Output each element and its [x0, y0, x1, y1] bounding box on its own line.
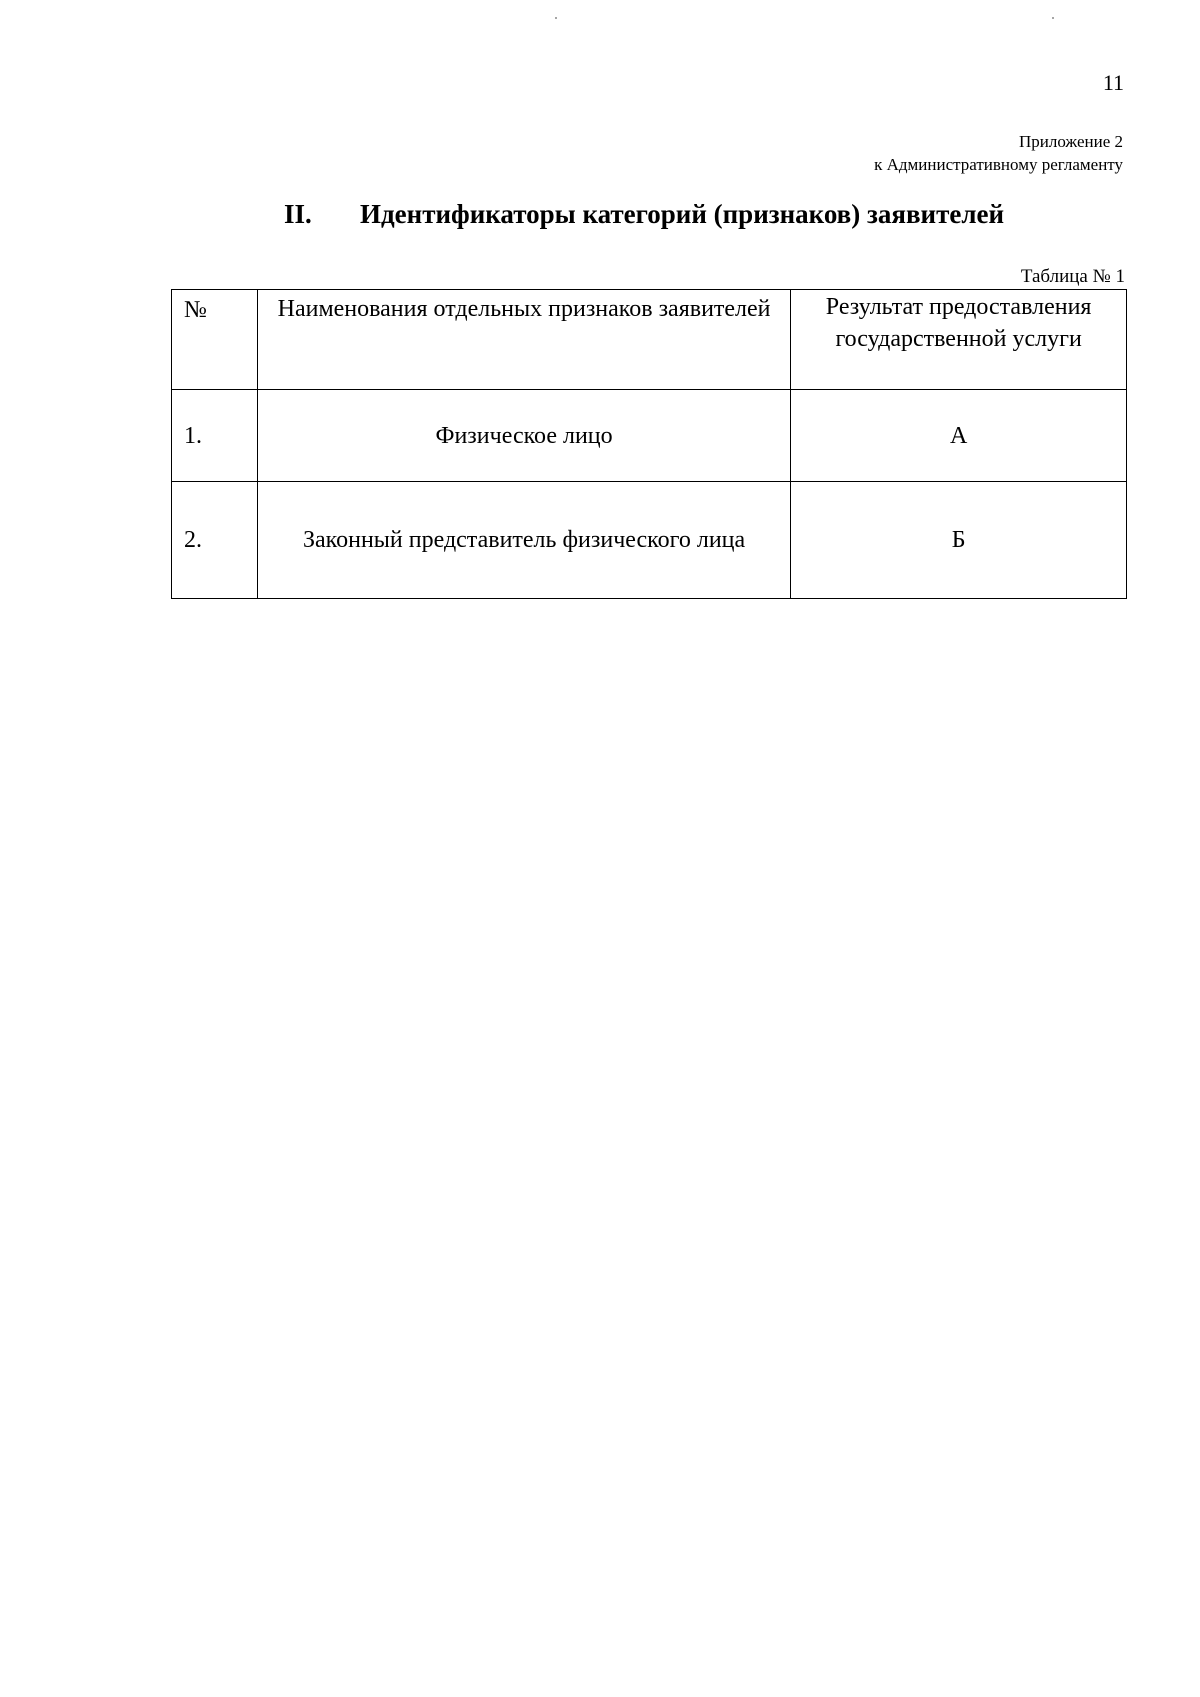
row-result: А — [791, 390, 1127, 482]
row-num: 2. — [172, 482, 258, 599]
appendix-note — [874, 130, 1123, 176]
page-number: 11 — [1102, 70, 1124, 95]
row-num: 1. — [172, 390, 258, 482]
section-heading — [284, 197, 1004, 231]
table-header-row — [172, 290, 1127, 390]
header-name: Наименования отдельных признаков заявителей — [257, 290, 790, 390]
header-num: № — [172, 290, 258, 390]
section-title: Идентификаторы категорий (признаков) заявителей — [360, 199, 1005, 229]
table-row — [172, 482, 1127, 599]
row-name: Законный представитель физического лица — [257, 482, 790, 599]
scan-speck — [555, 17, 557, 19]
table-caption: Таблица № 1 — [1020, 266, 1125, 287]
section-number: II. — [284, 199, 312, 229]
table-row — [172, 390, 1127, 482]
applicant-identifiers-table — [171, 289, 1127, 599]
row-result: Б — [791, 482, 1127, 599]
appendix-line-2: к Административному регламенту — [874, 155, 1123, 174]
scan-speck — [1052, 17, 1054, 19]
row-name: Физическое лицо — [257, 390, 790, 482]
header-result: Результат предоставления государственной услуги — [791, 290, 1127, 390]
appendix-line-1: Приложение 2 — [1019, 132, 1123, 151]
